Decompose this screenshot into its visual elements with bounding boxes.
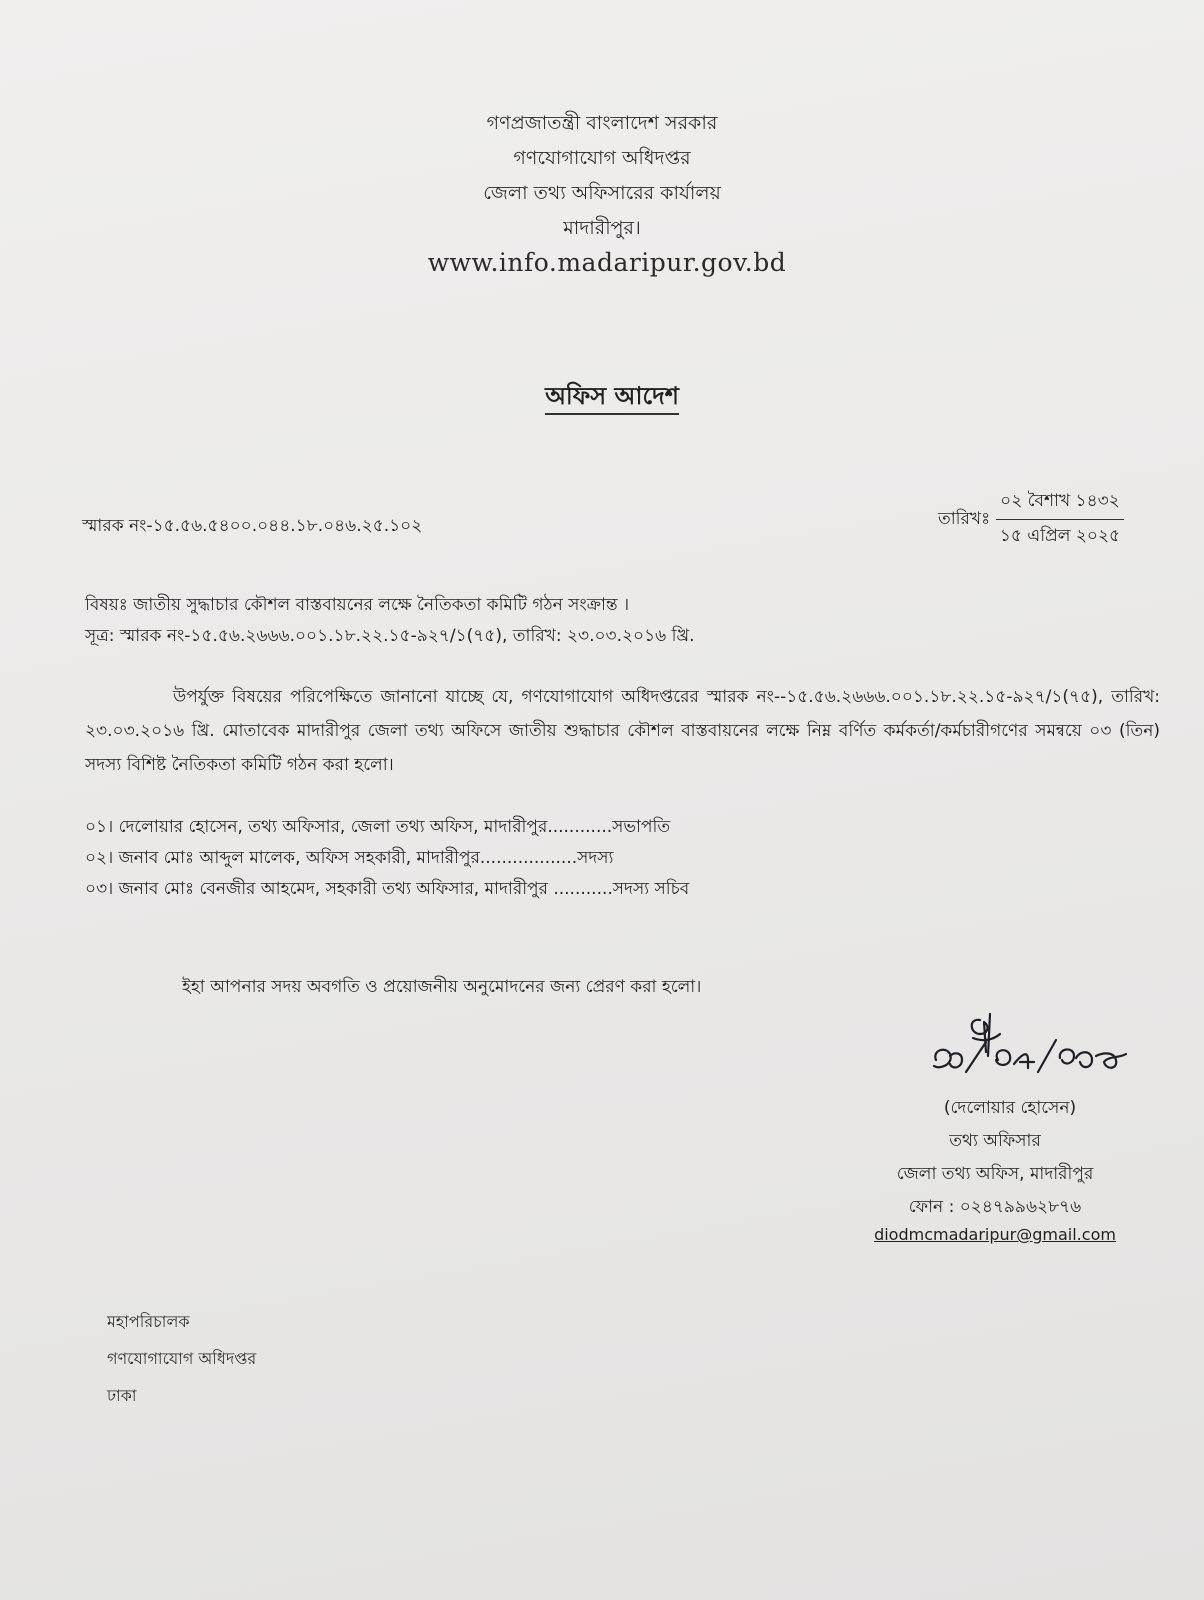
date-block (938, 488, 1124, 551)
document-title-text: অফিস আদেশ (545, 382, 679, 415)
memo-number: স্মারক নং-১৫.৫৬.৫৪০০.০৪৪.১৮.০৪৬.২৫.১০২ (82, 516, 423, 536)
letterhead-location: মাদারীপুর। (563, 217, 641, 239)
subject-block (85, 590, 1145, 652)
body-paragraph: উপর্যুক্ত বিষয়ের পরিপেক্ষিতে জানানো যাচ্ছে যে, গণযোগাযোগ অধিদপ্তরের স্মারক নং--১৫.৫৬.২৬৬৬.০০১.১৮.২২.১৫-৯২৭/১(৭৫), তারিখ: ২৩.০৩.২০১৬ খ্রি. মোতাবেক মাদারীপুর জেলা তথ্য অফিসে জাতীয় শুদ্ধাচার কৌশল বাস্তবায়নের লক্ষে নিম্ন বর্ণিত কর্মকর্তা/কর্মচারীগণের সমন্বয়ে ০৩ (তিন) সদস্য বিশিষ্ট নৈতিকতা কমিটি গঠন করা হলো। (85, 687, 1160, 775)
date-label: তারিখঃ (938, 508, 991, 529)
letterhead (0, 106, 1204, 277)
committee-member-list (85, 812, 689, 905)
subject-line: বিষয়ঃ জাতীয় সুদ্ধাচার কৌশল বাস্তবায়নের লক্ষে নৈতিকতা কমিটি গঠন সংক্রান্ত । (85, 595, 630, 615)
committee-member-item: ০১। দেলোয়ার হোসেন, তথ্য অফিসার, জেলা তথ্য অফিস, মাদারীপুর............সভাপতি (85, 817, 671, 837)
date-fraction (996, 488, 1124, 551)
letterhead-office: জেলা তথ্য অফিসারের কার্যালয় (483, 182, 721, 204)
signature-block (850, 1092, 1140, 1246)
recipient-location: ঢাকা (107, 1386, 137, 1405)
reference-line: সূত্র: স্মারক নং-১৫.৫৬.২৬৬৬.০০১.১৮.২২.১৫-৯২৭/১(৭৫), তারিখ: ২৩.০৩.২০১৬ খ্রি. (85, 626, 695, 646)
date-bangla: ০২ বৈশাখ ১৪৩২ (996, 488, 1124, 520)
committee-member-item: ০৩। জনাব মোঃ বেনজীর আহমেদ, সহকারী তথ্য অফিসার, মাদারীপুর ...........সদস্য সচিব (85, 879, 690, 899)
letterhead-website: www.info.madaripur.gov.bd (427, 248, 787, 277)
letterhead-department: গণযোগাযোগ অধিদপ্তর (513, 147, 691, 169)
recipient-block (107, 1303, 256, 1414)
committee-member-item: ০২। জনাব মোঃ আব্দুল মালেক, অফিস সহকারী, মাদারীপুর..................সদস্য (85, 848, 614, 868)
document-title (0, 378, 1204, 418)
date-english: ১৫ এপ্রিল ২০২৫ (999, 526, 1121, 546)
closing-line: ইহা আপনার সদয় অবগতি ও প্রয়োজনীয় অনুমোদনের জন্য প্রেরণ করা হলো। (182, 977, 702, 997)
recipient-department: গণযোগাযোগ অধিদপ্তর (107, 1349, 257, 1368)
signatory-email: diodmcmadaripur@gmail.com (874, 1225, 1116, 1244)
signatory-name: (দেলোয়ার হোসেন) (943, 1098, 1077, 1118)
recipient-designation: মহাপরিচালক (107, 1312, 190, 1331)
signatory-designation: তথ্য অফিসার (949, 1131, 1041, 1151)
signatory-office: জেলা তথ্য অফিস, মাদারীপুর (896, 1164, 1094, 1184)
signatory-phone: ফোন : ০২৪৭৯৯৬২৮৭৬ (908, 1197, 1082, 1217)
letterhead-government: গণপ্রজাতন্ত্রী বাংলাদেশ সরকার (486, 112, 718, 134)
